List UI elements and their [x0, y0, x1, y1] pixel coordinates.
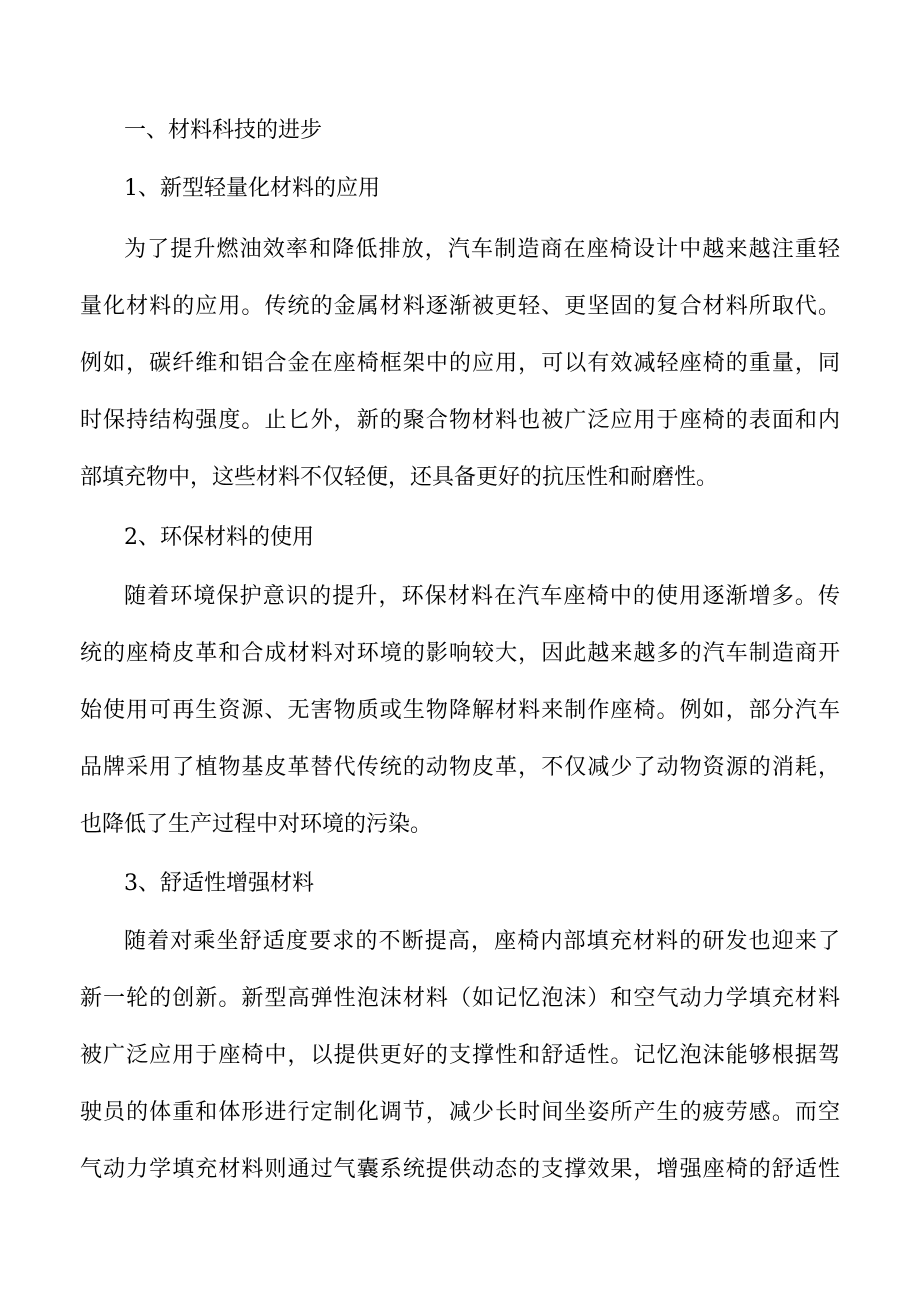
paragraph-line: 部填充物中，这些材料不仅轻便，还具备更好的抗压性和耐磨性。 — [80, 465, 719, 490]
paragraph-line: 始使用可再生资源、无害物质或生物降解材料来制作座椅。例如，部分汽车 — [80, 698, 840, 723]
subsection-heading-comfort-materials: 3、舒适性增强材料 — [124, 871, 314, 896]
paragraph-line: 统的座椅皮革和合成材料对环境的影响较大，因此越来越多的汽车制造商开 — [80, 641, 840, 666]
paragraph-line: 时保持结构强度。止匕外，新的聚合物材料也被广泛应用于座椅的表面和内 — [80, 408, 840, 433]
paragraph-line: 新一轮的创新。新型高弹性泡沫材料（如记忆泡沫）和空气动力学填充材料 — [80, 986, 840, 1011]
paragraph-line: 气动力学填充材料则通过气囊系统提供动态的支撑效果，增强座椅的舒适性 — [80, 1157, 840, 1182]
paragraph-line: 随着环境保护意识的提升，环保材料在汽车座椅中的使用逐渐增多。传 — [124, 584, 840, 609]
paragraph-line: 为了提升燃油效率和降低排放，汽车制造商在座椅设计中越来越注重轻 — [124, 237, 840, 262]
paragraph-line: 驶员的体重和体形进行定制化调节，减少长时间坐姿所产生的疲劳感。而空 — [80, 1100, 840, 1125]
paragraph-line: 也降低了生产过程中对环境的污染。 — [80, 812, 433, 837]
paragraph-line: 例如，碳纤维和铝合金在座椅框架中的应用，可以有效减轻座椅的重量，同 — [80, 351, 840, 376]
subsection-heading-eco-materials: 2、环保材料的使用 — [124, 525, 314, 550]
paragraph-line: 被广泛应用于座椅中，以提供更好的支撑性和舒适性。记忆泡沫能够根据驾 — [80, 1043, 840, 1068]
paragraph-line: 量化材料的应用。传统的金属材料逐渐被更轻、更坚固的复合材料所取代。 — [80, 294, 840, 319]
paragraph-line: 品牌采用了植物基皮革替代传统的动物皮革，不仅减少了动物资源的消耗， — [80, 755, 840, 780]
paragraph-line: 随着对乘坐舒适度要求的不断提高，座椅内部填充材料的研发也迎来了 — [124, 929, 840, 954]
subsection-heading-lightweight: 1、新型轻量化材料的应用 — [124, 176, 380, 201]
section-heading: 一、材料科技的进步 — [124, 118, 323, 143]
